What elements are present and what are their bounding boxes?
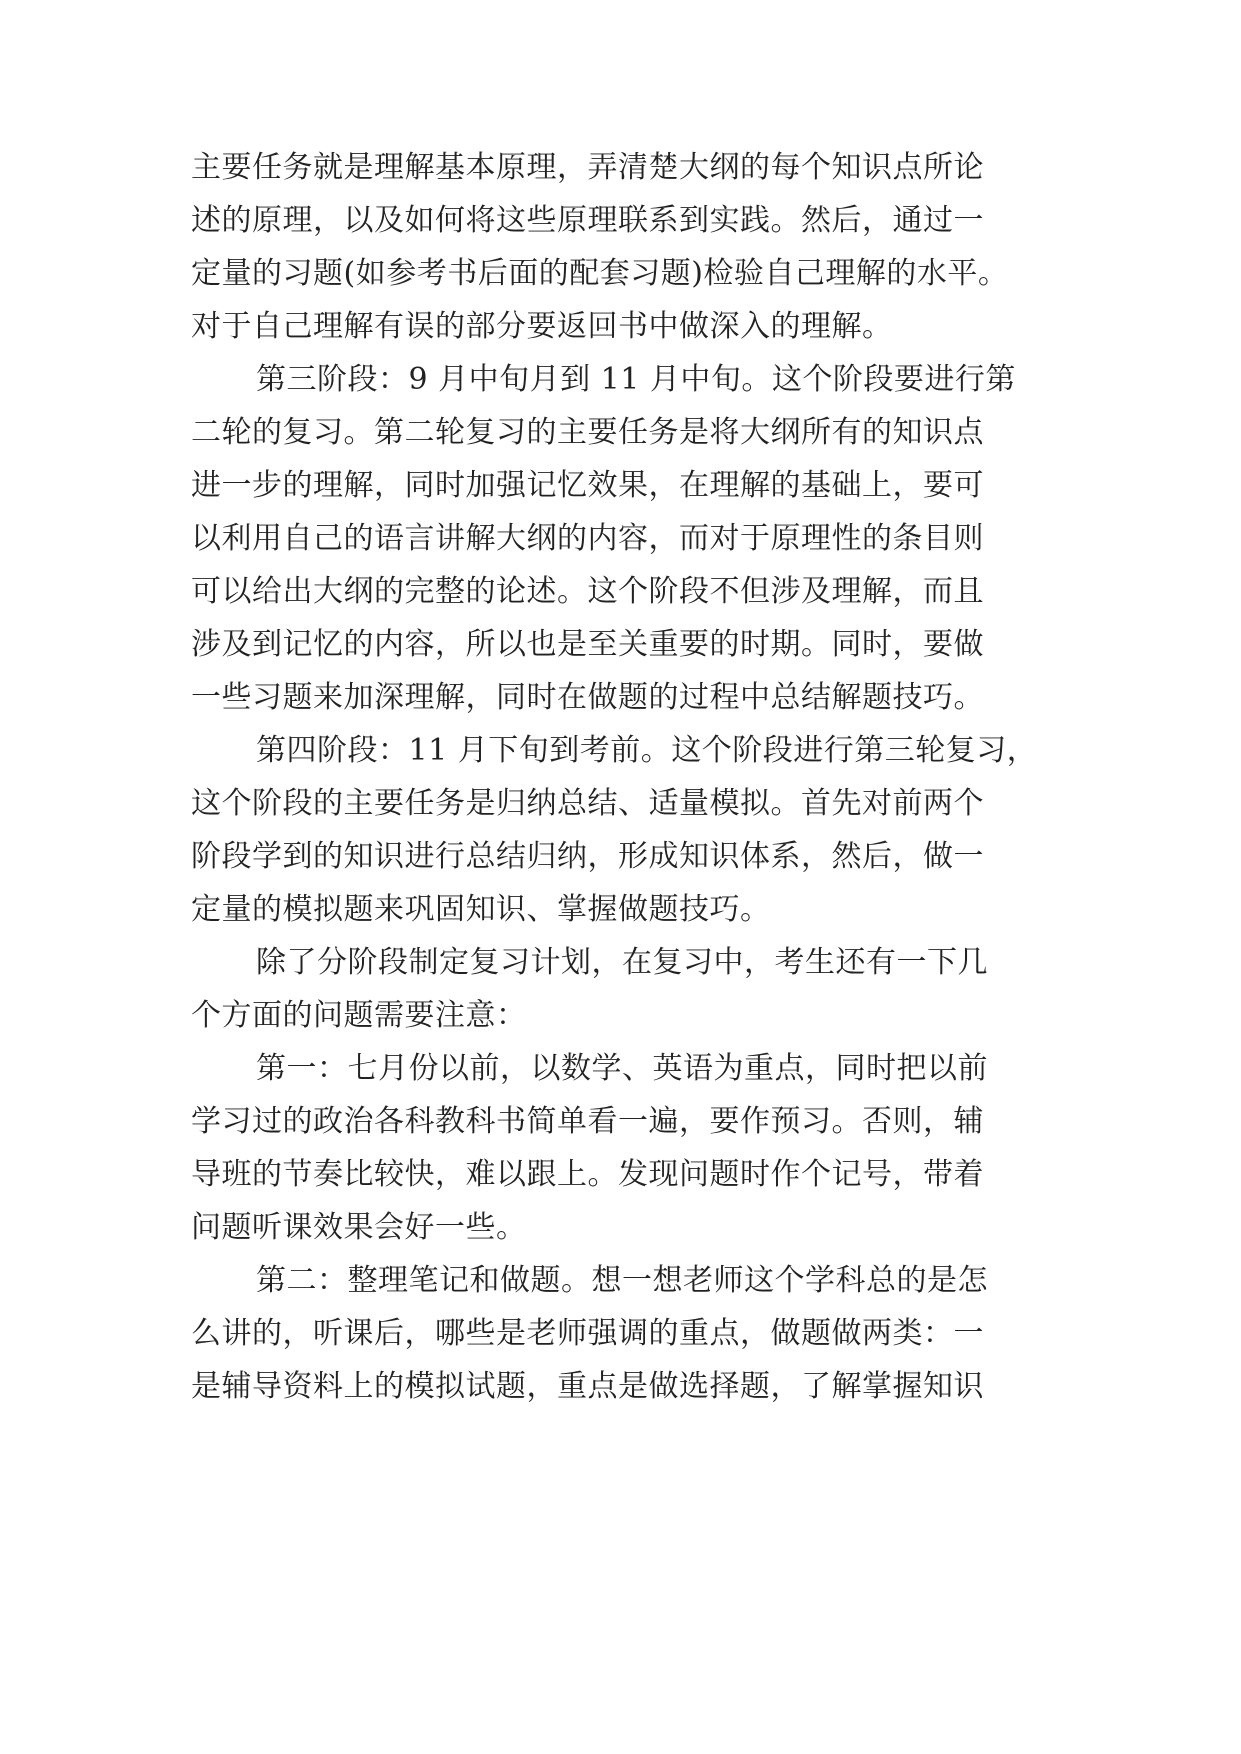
text-line: 对于自己理解有误的部分要返回书中做深入的理解。 [191,309,893,344]
text-line: 二轮的复习。第二轮复习的主要任务是将大纲所有的知识点 [191,415,984,450]
text-line: 主要任务就是理解基本原理，弄清楚大纲的每个知识点所论 [191,150,984,185]
text-line: 导班的节奏比较快，难以跟上。发现问题时作个记号，带着 [191,1157,984,1192]
text-line: 定量的习题(如参考书后面的配套习题)检验自己理解的水平。 [191,256,1009,291]
text-line: 涉及到记忆的内容，所以也是至关重要的时期。同时，要做 [191,627,984,662]
text-line: 么讲的，听课后，哪些是老师强调的重点，做题做两类：一 [191,1316,984,1351]
paragraph-first-line: 第四阶段：11 月下旬到考前。这个阶段进行第三轮复习， [256,733,1038,768]
text-line: 阶段学到的知识进行总结归纳，形成知识体系，然后，做一 [191,839,984,874]
text-line: 个方面的问题需要注意： [191,998,527,1033]
paragraph-first-line: 第二：整理笔记和做题。想一想老师这个学科总的是怎 [256,1263,988,1298]
text-line: 以利用自己的语言讲解大纲的内容，而对于原理性的条目则 [191,521,984,556]
paragraph-first-line: 第三阶段：9 月中旬月到 11 月中旬。这个阶段要进行第 [256,362,1016,397]
text-line: 可以给出大纲的完整的论述。这个阶段不但涉及理解，而且 [191,574,984,609]
paragraph-first-line: 除了分阶段制定复习计划，在复习中，考生还有一下几 [256,945,988,980]
text-line: 是辅导资料上的模拟试题，重点是做选择题，了解掌握知识 [191,1369,984,1404]
text-line: 学习过的政治各科教科书简单看一遍，要作预习。否则，辅 [191,1104,984,1139]
text-line: 这个阶段的主要任务是归纳总结、适量模拟。首先对前两个 [191,786,984,821]
text-line: 述的原理，以及如何将这些原理联系到实践。然后，通过一 [191,203,984,238]
text-line: 定量的模拟题来巩固知识、掌握做题技巧。 [191,892,771,927]
text-line: 一些习题来加深理解，同时在做题的过程中总结解题技巧。 [191,680,984,715]
paragraph-first-line: 第一：七月份以前，以数学、英语为重点，同时把以前 [256,1051,988,1086]
text-line: 进一步的理解，同时加强记忆效果，在理解的基础上，要可 [191,468,984,503]
text-line: 问题听课效果会好一些。 [191,1210,527,1245]
